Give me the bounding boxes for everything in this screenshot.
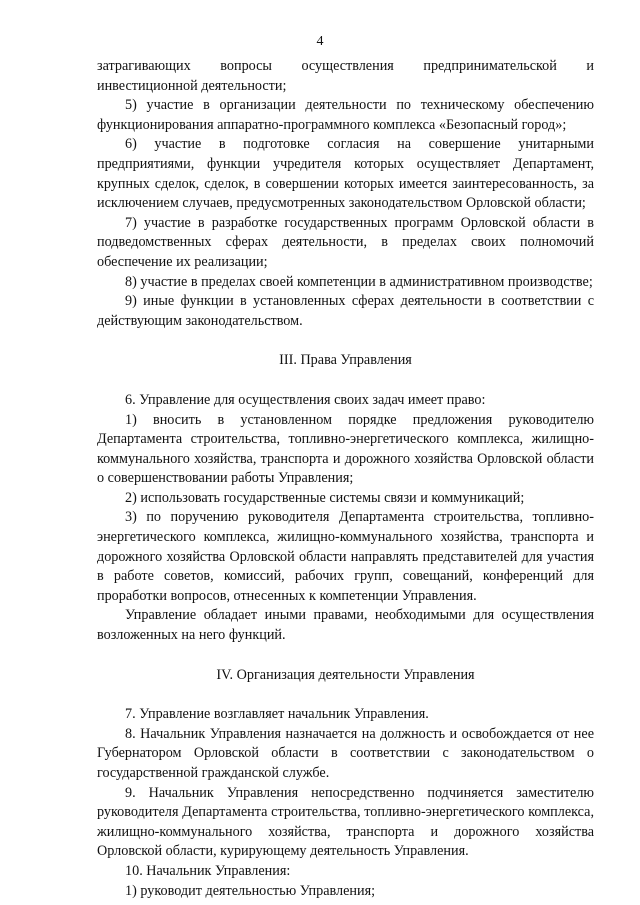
document-body <box>97 57 594 901</box>
paragraph-item-8: 8) участие в пределах своей компетенции в административном производстве; <box>125 273 593 290</box>
paragraph-rights-other: Управление обладает иными правами, необходимыми для осуществления возложенных на него функций. <box>97 607 594 644</box>
section-heading-rights: III. Права Управления <box>279 352 412 369</box>
section-heading-organization: IV. Организация деятельности Управления <box>216 666 475 683</box>
page-number: 4 <box>316 34 324 49</box>
paragraph-org-10: 10. Начальник Управления: <box>125 862 291 879</box>
paragraph-org-10-1: 1) руководит деятельностью Управления; <box>125 882 376 899</box>
paragraph-item-7: 7) участие в разработке государственных программ Орловской области в подведомственных сферах деятельности, в пределах своих полномочий обеспечение их реализации; <box>97 214 594 270</box>
paragraph-rights-1: 1) вносить в установленном порядке предложения руководителю Департамента строительства, топливно-энергетического комплекса, жилищно-коммунального хозяйства, транспорта и дорожного хозяйства Орловской области о совершенствовании работы Управления; <box>97 411 594 487</box>
paragraph-rights-intro: 6. Управление для осуществления своих задач имеет право: <box>125 391 486 408</box>
paragraph-rights-2: 2) использовать государственные системы связи и коммуникаций; <box>125 489 525 506</box>
paragraph-rights-3: 3) по поручению руководителя Департамента строительства, топливно-энергетического комплекса, жилищно-коммунального хозяйства, транспорта и дорожного хозяйства Орловской области направлять представителей для участия в работе советов, комиссий, рабочих групп, совещаний, конференций для проработки вопросов, отнесенных к компетенции Управления. <box>97 509 594 604</box>
paragraph-item-6: 6) участие в подготовке согласия на совершение унитарными предприятиями, функции учредителя которых осуществляет Департамент, крупных сделок, сделок, в совершении которых имеется заинтересованность, за исключением случаев, предусмотренных законодательством Орловской области; <box>97 136 594 212</box>
paragraph-org-8: 8. Начальник Управления назначается на должность и освобождается от нее Губернатором Орловской области в соответствии с законодательством о государственной гражданской службе. <box>97 725 594 781</box>
paragraph-org-9: 9. Начальник Управления непосредственно подчиняется заместителю руководителя Департамента строительства, топливно-энергетического комплекса, жилищно-коммунального хозяйства, транспорта и дорожного хозяйства Орловской области, курирующему деятельность Управления. <box>97 784 594 860</box>
paragraph-continuation: затрагивающих вопросы осуществления предпринимательской и инвестиционной деятельности; <box>97 58 594 94</box>
paragraph-item-9: 9) иные функции в установленных сферах деятельности в соответствии с действующим законодательством. <box>97 293 594 329</box>
paragraph-item-5: 5) участие в организации деятельности по техническому обеспечению функционирования аппаратно-программного комплекса «Безопасный город»; <box>97 97 594 133</box>
paragraph-org-7: 7. Управление возглавляет начальник Управления. <box>125 706 429 723</box>
